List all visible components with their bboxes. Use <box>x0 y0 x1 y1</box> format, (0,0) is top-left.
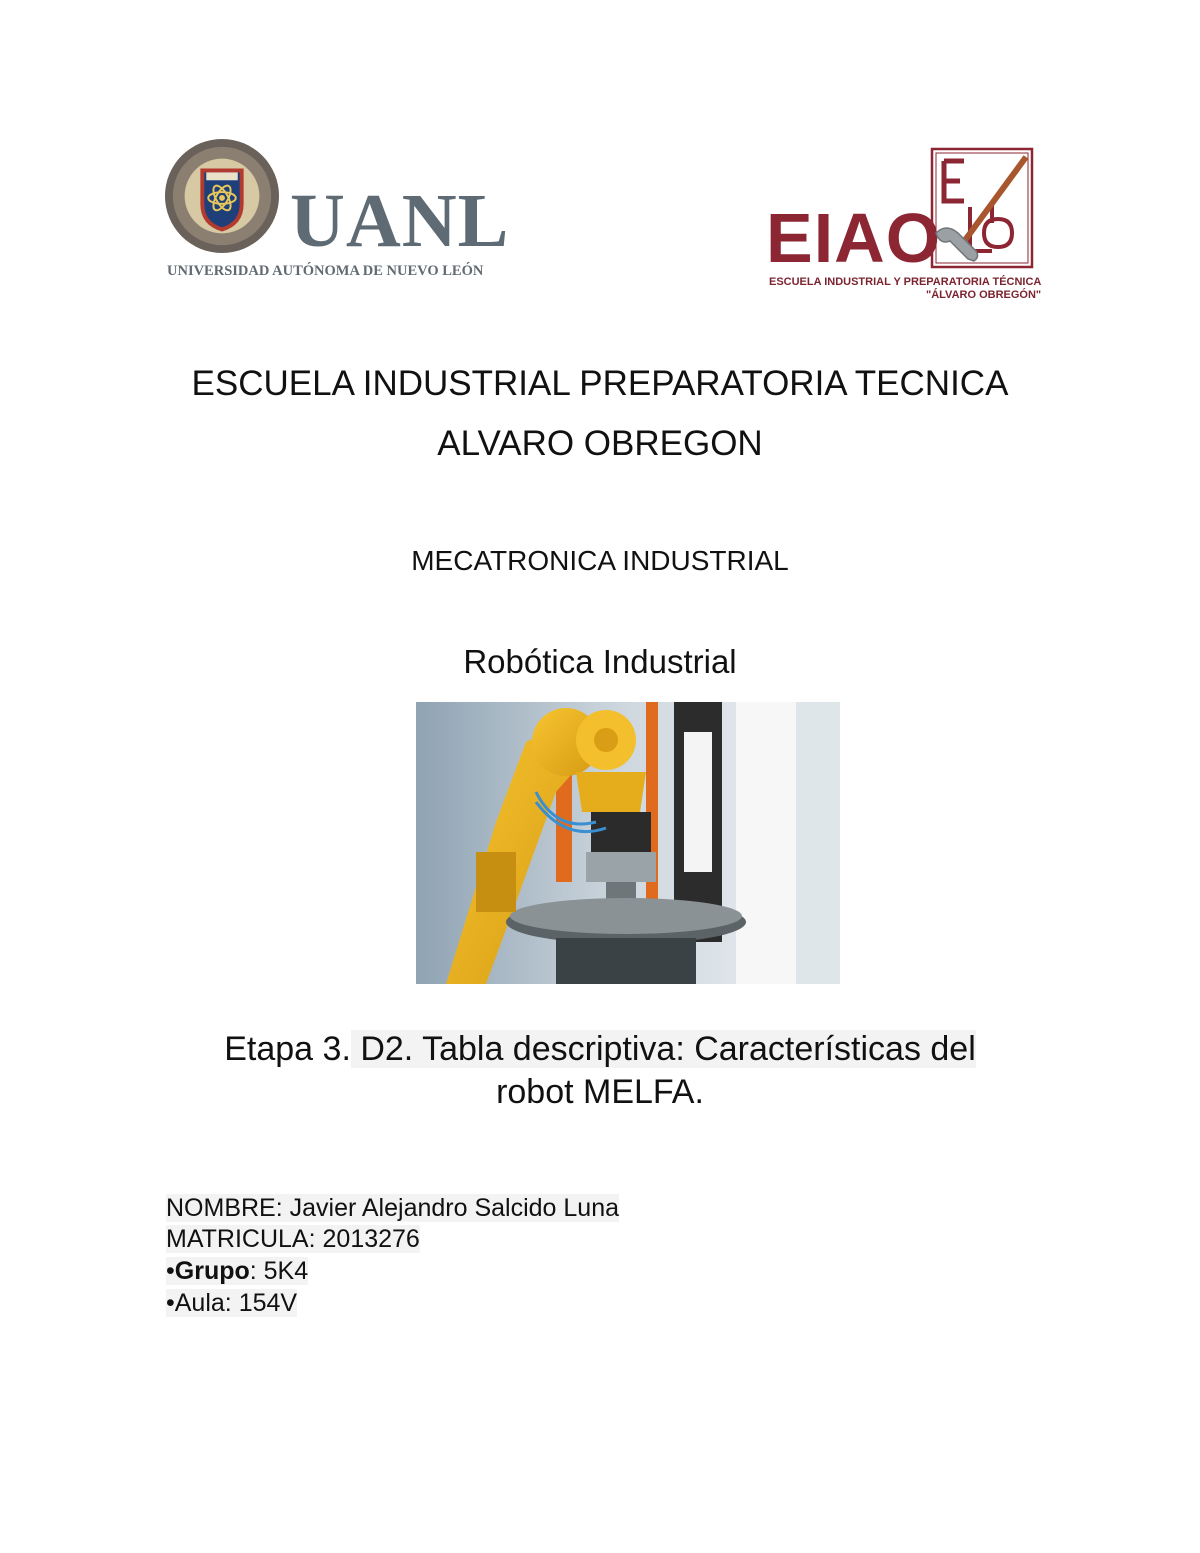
eiao-emblem-icon <box>930 147 1034 271</box>
student-name-line <box>166 1196 619 1221</box>
room-label: •Aula: <box>166 1289 232 1317</box>
robot-arm-illustration <box>416 702 840 984</box>
student-room-line <box>166 1291 297 1316</box>
uanl-subtitle: UNIVERSIDAD AUTÓNOMA DE NUEVO LEÓN <box>167 263 484 279</box>
group-label: Grupo <box>174 1257 250 1285</box>
eiao-logo <box>766 143 1042 303</box>
uanl-logo <box>163 133 510 285</box>
group-value: : 5K4 <box>249 1257 309 1285</box>
career-title: MECATRONICA INDUSTRIAL <box>411 545 789 576</box>
name-label: NOMBRE: <box>166 1194 283 1222</box>
eiao-subtitle-line2: "ÁLVARO OBREGÓN" <box>926 289 1042 301</box>
eiao-subtitle-line1: ESCUELA INDUSTRIAL Y PREPARATORIA TÉCNICA <box>769 276 1042 288</box>
eiao-wordmark: EIAO <box>766 199 942 277</box>
student-group-line <box>166 1259 308 1284</box>
uanl-seal-icon <box>163 137 281 255</box>
id-label: MATRICULA: <box>166 1225 316 1253</box>
robot-arm-photo <box>416 702 840 984</box>
stage-title-line1 <box>0 1030 1200 1069</box>
school-name-line2: ALVARO OBREGON <box>437 424 763 463</box>
student-id-line <box>166 1227 420 1252</box>
name-value: Javier Alejandro Salcido Luna <box>282 1194 620 1222</box>
stage-title-line2: robot MELFA. <box>496 1073 704 1111</box>
uanl-wordmark: UANL <box>290 179 510 263</box>
id-value: 2013276 <box>315 1225 420 1253</box>
stage-title-rest: D2. Tabla descriptiva: Características del <box>350 1030 976 1068</box>
school-name-line1: ESCUELA INDUSTRIAL PREPARATORIA TECNICA <box>191 364 1009 403</box>
group-bullet: • <box>166 1257 175 1285</box>
stage-prefix: Etapa 3. <box>224 1030 351 1068</box>
subject-title: Robótica Industrial <box>463 643 737 680</box>
room-value: 154V <box>231 1289 298 1317</box>
